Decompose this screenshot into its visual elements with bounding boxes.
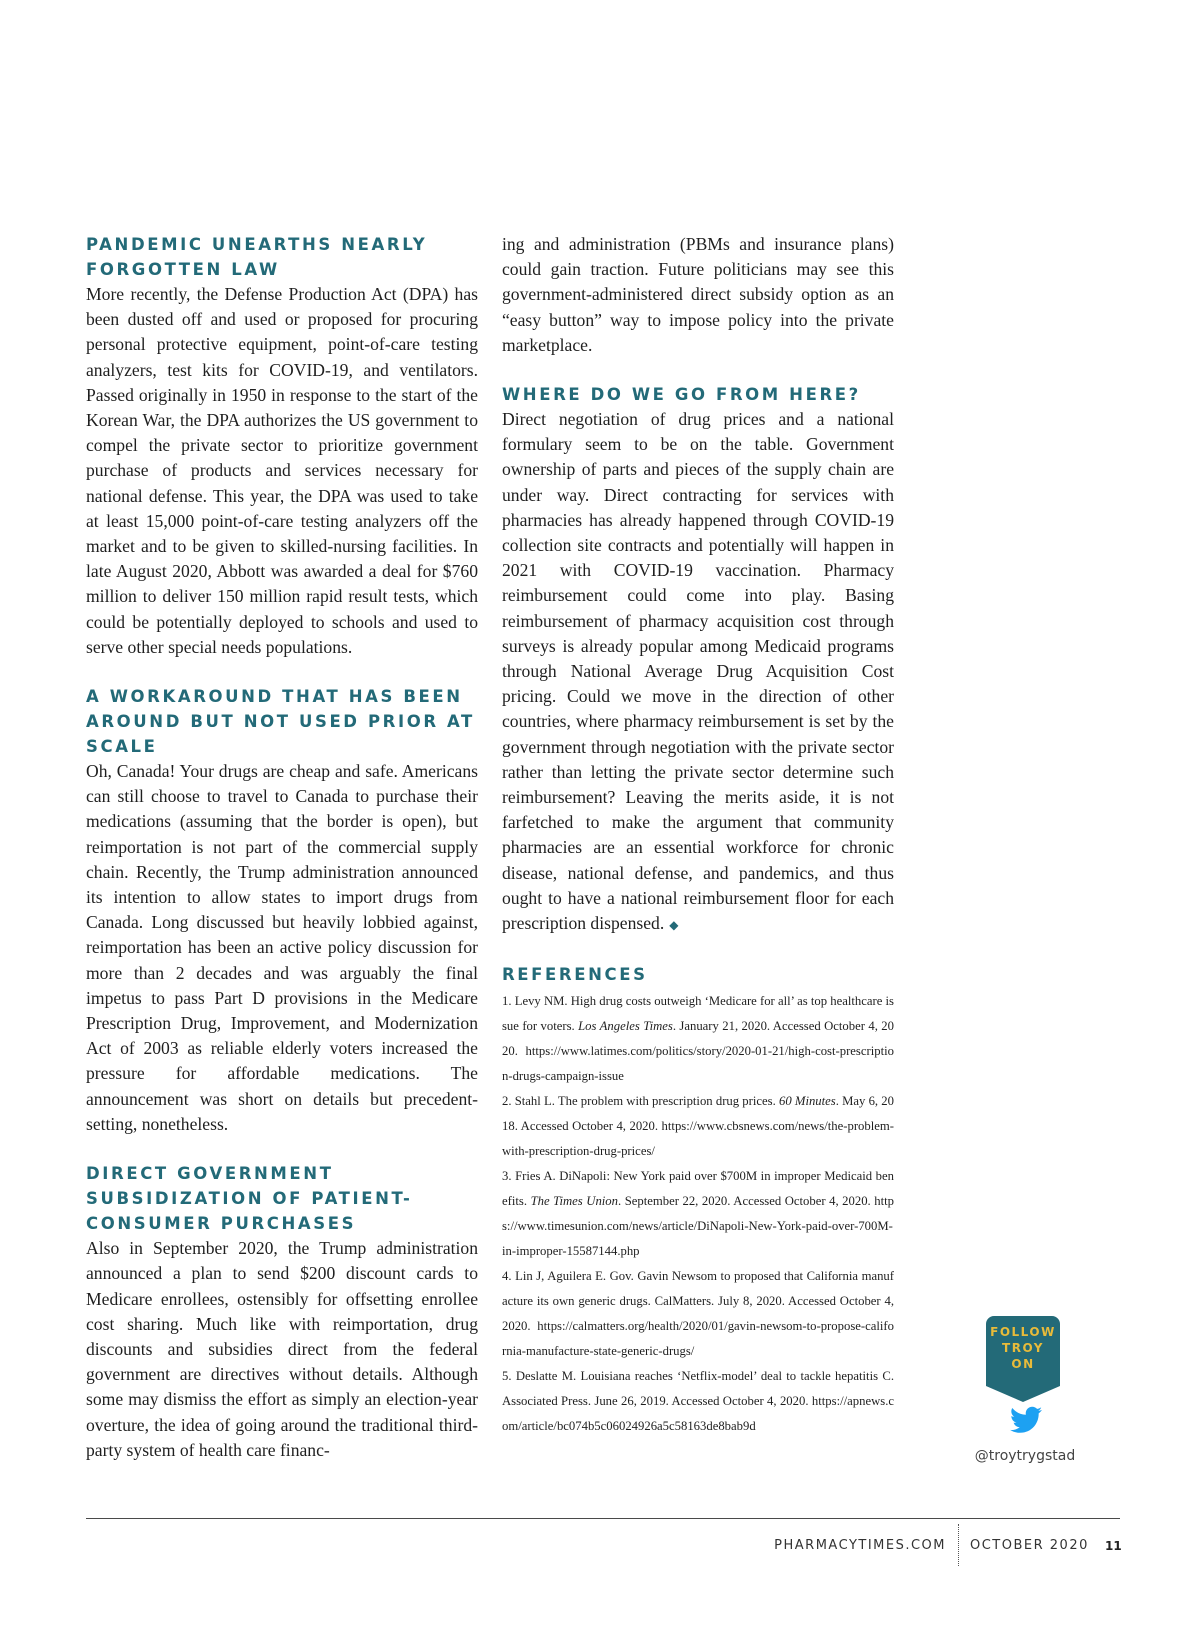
reference-source: Los Angeles Times [578, 1019, 673, 1034]
reference-item [502, 1164, 894, 1264]
footer-issue-date: OCTOBER 2020 [970, 1538, 1089, 1553]
reference-text: 1. Levy NM. High drug costs outweigh ‘Medicare for all’ as top healthcare issue for voters. [502, 994, 894, 1034]
section-heading-workaround: A WORKAROUND THAT HAS BEEN AROUND BUT NOT USED PRIOR AT SCALE [86, 687, 475, 757]
section-heading-pandemic: PANDEMIC UNEARTHS NEARLY FORGOTTEN LAW [86, 235, 428, 279]
where-next-text: Direct negotiation of drug prices and a national formulary seem to be on the table. Government ownership of parts and pieces of the supply chain are under way. Direct contracting for services with pharmacies has already happened through COVID-19 collection site contracts and potentially will happen in 2021 with COVID-19 vaccination. Pharmacy reimbursement could come into play. Basing reimbursement of pharmacy acquisition cost through surveys is already popular among Medicaid programs through National Average Drug Acquisition Cost pricing. Could we move in the direction of other countries, where pharmacy reimbursement is set by the government through negotiation with the private sector rather than letting the private sector determine such reimbursement? Leaving the merits aside, it is not farfetched to make the argument that community pharmacies are an essential workforce for chronic disease, national defense, and pandemics, and thus ought to have a national reimbursement floor for each prescription dispensed. [502, 409, 894, 934]
reference-item [502, 1264, 894, 1364]
section-body-pandemic: More recently, the Defense Production Act (DPA) has been dusted off and used or proposed for procuring personal protective equipment, point-of-care testing analyzers, test kits for COVID-19, and ventilators. Passed originally in 1950 in response to the start of the Korean War, the DPA authorizes the US government to compel the private sector to prioritize government purchase of products and services necessary for national defense. This year, the DPA was used to take at least 15,000 point-of-care testing analyzers off the market and to be given to skilled-nursing facilities. In late August 2020, Abbott was awarded a deal for $760 million to deliver 150 million rapid result tests, which could be potentially deployed to schools and used to serve other special needs populations. [86, 284, 478, 657]
reference-text: . May 6, 2018. Accessed October 4, 2020. https://www.cbsnews.com/news/the-problem-with-prescription-drug-prices/ [502, 1094, 894, 1159]
reference-item [502, 989, 894, 1089]
end-mark-icon: ◆ [669, 918, 679, 933]
follow-label [986, 1324, 1060, 1372]
twitter-handle[interactable]: @troytrygstad [974, 1448, 1076, 1464]
reference-text: . January 21, 2020. Accessed October 4, 2020. https://www.latimes.com/politics/story/2020-01-21/high-cost-prescription-drugs-campaign-issue [502, 1019, 894, 1084]
follow-label-line: FOLLOW [990, 1325, 1056, 1339]
references-heading: REFERENCES [502, 965, 648, 985]
section-heading-where-next: WHERE DO WE GO FROM HERE? [502, 385, 861, 405]
reference-item [502, 1364, 894, 1439]
reference-text: 3. Fries A. DiNapoli: New York paid over $700M in improper Medicaid benefits. [502, 1169, 894, 1209]
footer-site-name: PHARMACYTIMES.COM [774, 1538, 946, 1553]
reference-text: 2. Stahl L. The problem with prescription drug prices. [502, 1094, 779, 1109]
reference-source: 60 Minutes [778, 1094, 836, 1109]
twitter-icon[interactable] [1010, 1406, 1042, 1434]
reference-text: 5. Deslatte M. Louisiana reaches ‘Netflix-model’ deal to tackle hepatitis C. Associated Press. June 26, 2019. Accessed October 4, 2020. https://apnews.com/article/bc074b5c06024926a5c58163de8bab9d [502, 1369, 894, 1434]
footer-separator [958, 1524, 959, 1566]
section-body-subsidization: Also in September 2020, the Trump administration announced a plan to send $200 discount cards to Medicare enrollees, ostensibly for offsetting enrollee cost sharing. Much like with reimportation, drug discounts and subsidies direct from the federal government are directives without details. Although some may dismiss the effort as simply an election-year overture, the idea of going around the traditional third-party system of health care financ- [86, 1238, 478, 1460]
section-heading-subsidization: DIRECT GOVERNMENT SUBSIDIZATION OF PATIENT-CONSUMER PURCHASES [86, 1164, 413, 1234]
reference-source: The Times Union [530, 1194, 618, 1209]
right-column [502, 232, 894, 1439]
continued-paragraph: ing and administration (PBMs and insurance plans) could gain traction. Future politicians may see this government-administered direct subsidy option as an “easy button” way to impose policy into the private marketplace. [502, 234, 894, 355]
section-body-workaround: Oh, Canada! Your drugs are cheap and safe. Americans can still choose to travel to Canada to purchase their medications (assuming that the border is open), but reimportation is not part of the commercial supply chain. Recently, the Trump administration announced its intention to allow states to import drugs from Canada. Long discussed but heavily lobbied against, reimportation has been an active policy discussion for more than 2 decades and was arguably the final impetus to pass Part D provisions in the Medicare Prescription Drug, Improvement, and Modernization Act of 2003 as reliable elderly voters increased the pressure for affordable medications. The announcement was short on details but precedent-setting, nonetheless. [86, 761, 478, 1134]
reference-text: 4. Lin J, Aguilera E. Gov. Gavin Newsom to proposed that California manufacture its own generic drugs. CalMatters. July 8, 2020. Accessed October 4, 2020. https://calmatters.org/health/2020/01/gavin-newsom-to-propose-california-manufacture-state-generic-drugs/ [502, 1269, 894, 1359]
follow-label-line: ON [1011, 1357, 1035, 1371]
reference-item [502, 1089, 894, 1164]
section-body-where-next [502, 407, 894, 938]
references-list [502, 989, 894, 1439]
left-column [86, 232, 478, 1463]
page-number: 11 [1105, 1539, 1122, 1553]
follow-troy-badge[interactable] [986, 1316, 1060, 1386]
follow-label-line: TROY [1002, 1341, 1044, 1355]
footer-divider [86, 1518, 1120, 1519]
reference-text: . September 22, 2020. Accessed October 4, 2020. https://www.timesunion.com/news/article/DiNapoli-New-York-paid-over-700M-in-improper-15587144.php [502, 1194, 894, 1259]
